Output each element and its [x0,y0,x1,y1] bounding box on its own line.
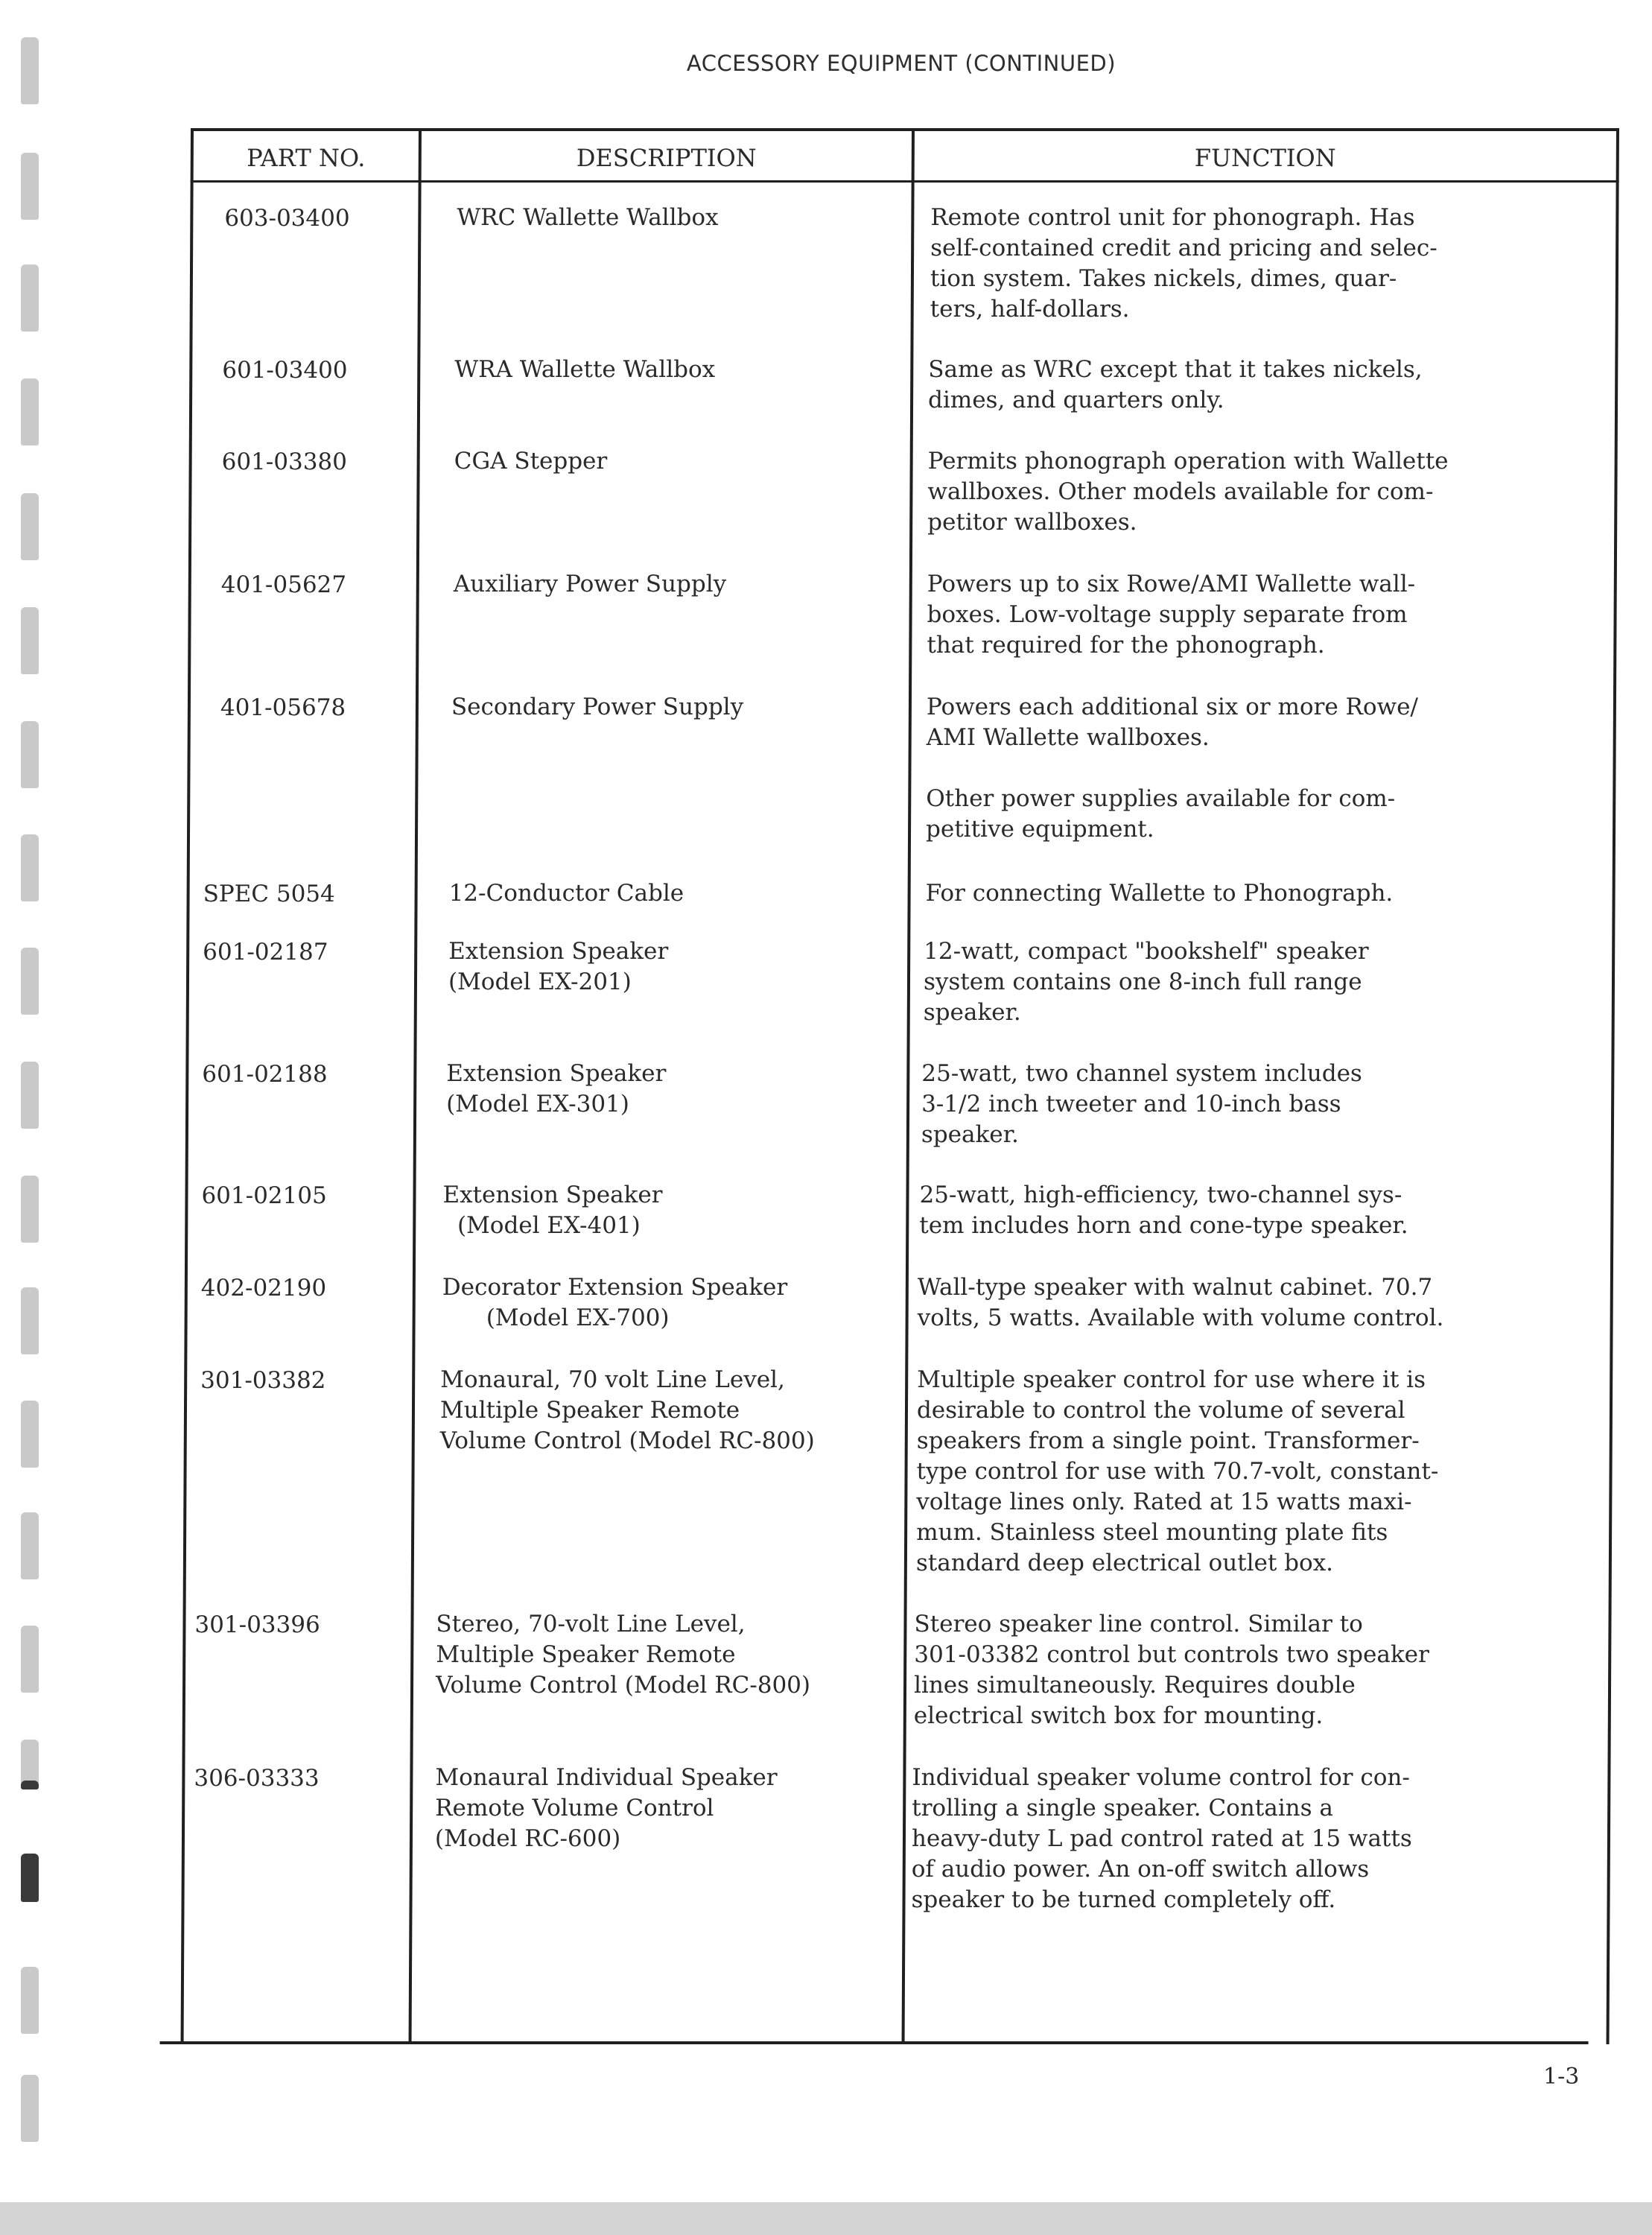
function-line: ters, half-dollars. [930,296,1130,323]
description [457,203,903,233]
function [926,692,1582,845]
description [446,1059,893,1120]
description [442,1180,889,1241]
function [921,1059,1578,1150]
description [436,1609,883,1701]
function-line: For connecting Wallette to Phonograph. [925,880,1394,907]
function-line: petitor wallboxes. [927,509,1137,536]
function-line: petitive equipment. [925,816,1154,843]
binder-hole [21,1401,39,1468]
function-line: AMI Wallette wallboxes. [926,724,1210,751]
function [916,1365,1573,1579]
part-number: SPEC 5054 [203,881,335,907]
function-line: 301-03382 control but controls two speaker [914,1641,1429,1668]
binder-hole [21,1967,39,2034]
description [440,1365,888,1456]
binder-hole [21,493,39,560]
description-line: (Model RC-600) [434,1825,621,1852]
description-line: (Model EX-301) [446,1091,630,1118]
description [435,1763,883,1854]
column-divider-1 [409,128,422,2044]
description-line: 12-Conductor Cable [448,880,684,907]
binder-hole [21,1854,39,1902]
function-line: type control for use with 70.7-volt, constant- [916,1458,1439,1485]
function-line: volts, 5 watts. Available with volume control. [917,1304,1444,1331]
part-number: 601-03400 [222,357,348,384]
function [918,1272,1573,1334]
function-line: self-contained credit and pricing and selec- [930,235,1437,261]
description-line: Monaural, 70 volt Line Level, [440,1366,785,1393]
description-line: WRC Wallette Wallbox [457,204,719,231]
equipment-table [160,128,1619,2044]
description-line: Monaural Individual Speaker [435,1764,778,1791]
function-line: 25-watt, high-efficiency, two-channel sys- [919,1182,1402,1208]
description-line: Decorator Extension Speaker [442,1274,788,1301]
table-border-top [191,128,1619,131]
part-number: 601-02105 [201,1182,327,1209]
function-line: boxes. Low-voltage supply separate from [927,601,1408,628]
description [454,355,901,385]
description-line: Extension Speaker [448,938,669,965]
function [930,203,1586,325]
function-line: heavy-duty L pad control rated at 15 watts [911,1825,1412,1852]
function-line: speaker. [921,1121,1020,1148]
description-line: (Model EX-401) [442,1212,641,1239]
function-line: desirable to control the volume of several [916,1397,1405,1424]
page-number: 1-3 [1543,2064,1580,2090]
function-line: Individual speaker volume control for con- [912,1764,1410,1791]
description [448,936,895,998]
function-line: system contains one 8-inch full range [923,968,1362,995]
function-line: Other power supplies available for com- [926,785,1396,812]
description [454,569,900,600]
part-number: 601-02188 [202,1061,328,1088]
function [928,355,1583,416]
part-number: 401-05678 [220,694,346,721]
function-line: mum. Stainless steel mounting plate fits [916,1519,1388,1546]
binder-hole [21,948,39,1015]
function-line: tion system. Takes nickels, dimes, quar- [930,265,1397,292]
function-line: Stereo speaker line control. Similar to [914,1611,1363,1638]
binder-hole [21,834,39,901]
function-line: 12-watt, compact "bookshelf" speaker [924,938,1369,965]
function-line: Permits phonograph operation with Wallette [927,448,1449,475]
function-line: Multiple speaker control for use where it is [917,1366,1426,1393]
binder-hole [21,1626,39,1693]
part-number: 301-03382 [200,1367,326,1394]
function-line: wallboxes. Other models available for com- [927,478,1434,505]
function-line: Powers up to six Rowe/AMI Wallette wall- [927,571,1416,597]
function-line: trolling a single speaker. Contains a [912,1795,1333,1822]
function [926,878,1581,909]
binder-hole [21,1062,39,1129]
function-line: lines simultaneously. Requires double [913,1672,1356,1699]
column-header-part-no: PART NO. [247,144,366,172]
description-line: (Model EX-201) [448,968,632,995]
table-header-rule [191,180,1619,183]
part-number: 301-03396 [194,1611,320,1638]
description-line: Multiple Speaker Remote [436,1641,736,1668]
description-line: CGA Stepper [454,448,608,475]
binder-hole [21,1740,39,1784]
binder-hole [21,1512,39,1579]
binder-hole [21,2075,39,2142]
function [914,1609,1570,1731]
description-line: Stereo, 70-volt Line Level, [436,1611,746,1638]
binder-hole [21,264,39,332]
part-number: 601-02187 [203,939,328,966]
function-line: tem includes horn and cone-type speaker. [919,1212,1408,1239]
part-number: 306-03333 [194,1765,320,1792]
description-line: Remote Volume Control [435,1795,714,1822]
function-line: Same as WRC except that it takes nickels, [928,356,1423,383]
function-line: standard deep electrical outlet box. [915,1550,1334,1576]
function [911,1763,1567,1915]
page-title: ACCESSORY EQUIPMENT (CONTINUED) [686,51,1116,76]
function-line: Remote control unit for phonograph. Has [930,204,1415,231]
table-border-bottom [160,2041,1589,2044]
binder-hole [21,378,39,446]
column-header-function: FUNCTION [1194,144,1336,172]
function [927,569,1583,661]
function-line: voltage lines only. Rated at 15 watts maxi- [916,1489,1412,1515]
description-line: Secondary Power Supply [451,694,744,720]
description [449,878,896,909]
description-line: Extension Speaker [446,1060,667,1087]
table-border-right [1607,128,1619,2044]
function-line: electrical switch box for mounting. [913,1702,1324,1729]
part-number: 603-03400 [224,205,350,232]
function-line: speaker to be turned completely off. [911,1886,1336,1913]
description-line: Volume Control (Model RC-800) [439,1427,815,1454]
function-line: dimes, and quarters only. [927,387,1224,413]
column-header-description: DESCRIPTION [576,144,757,172]
part-number: 401-05627 [220,571,347,598]
function [919,1180,1575,1241]
binder-hole [21,1176,39,1243]
column-divider-2 [902,128,915,2044]
binder-hole [21,1781,39,1789]
function-line: 25-watt, two channel system includes [921,1060,1362,1087]
function-line: Wall-type speaker with walnut cabinet. 70.7 [917,1274,1433,1301]
function [924,936,1580,1028]
function-line: that required for the phonograph. [927,632,1325,659]
function-line: 3-1/2 inch tweeter and 10-inch bass [921,1091,1341,1118]
function-line [926,753,1581,784]
description-line: Auxiliary Power Supply [453,571,727,597]
binder-hole [21,607,39,674]
description-line: Extension Speaker [442,1182,663,1208]
description [442,1272,889,1334]
function [927,446,1583,538]
description-line: (Model EX-700) [442,1304,670,1331]
function-line: speakers from a single point. Transformer- [916,1427,1420,1454]
function-line: Powers each additional six or more Rowe/ [926,694,1419,720]
description-line: Volume Control (Model RC-800) [435,1672,811,1699]
function-line: speaker. [923,999,1021,1026]
binder-hole [21,153,39,220]
description-line: Multiple Speaker Remote [439,1397,740,1424]
function-line: of audio power. An on-off switch allows [911,1856,1370,1883]
description [451,692,898,723]
binder-hole [21,1287,39,1354]
part-number: 402-02190 [200,1275,327,1302]
binder-hole [21,721,39,788]
scan-edge-band [0,2202,1652,2235]
description-line: WRA Wallette Wallbox [454,356,716,383]
part-number: 601-03380 [221,448,348,475]
description [454,446,901,477]
